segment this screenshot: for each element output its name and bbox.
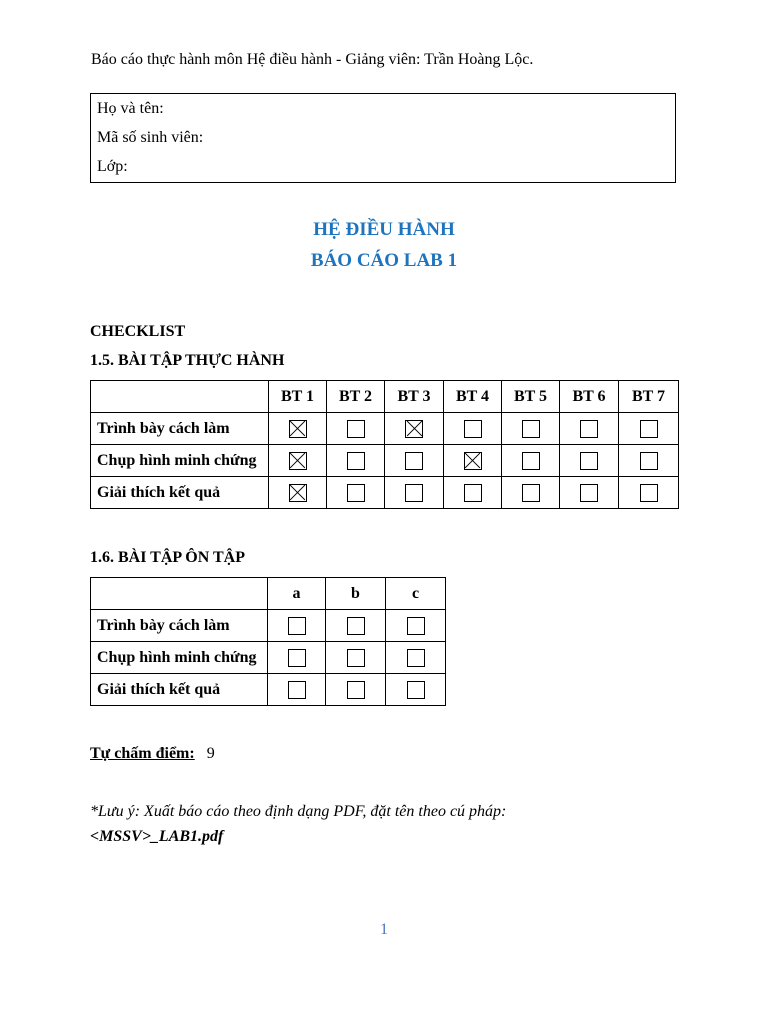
self-score-label: Tự chấm điểm: — [90, 745, 195, 762]
empty-checkbox[interactable] — [407, 649, 425, 667]
column-header: a — [268, 578, 326, 610]
column-header: BT 2 — [327, 381, 385, 413]
column-header: BT 3 — [385, 381, 444, 413]
practice-heading: 1.5. BÀI TẬP THỰC HÀNH — [90, 352, 285, 369]
empty-checkbox[interactable] — [347, 452, 365, 470]
row-label: Chụp hình minh chứng — [91, 642, 268, 674]
checkbox-cell — [502, 445, 560, 477]
self-score-value: 9 — [206, 745, 215, 762]
checkbox-cell — [269, 477, 327, 509]
empty-checkbox[interactable] — [288, 681, 306, 699]
note-text: *Lưu ý: Xuất báo cáo theo định dạng PDF, đặt tên theo cú pháp: — [90, 803, 507, 820]
checkbox-cell — [619, 445, 679, 477]
checkbox-cell — [326, 642, 386, 674]
name-label: Họ và tên: — [97, 100, 164, 117]
checkbox-cell — [619, 413, 679, 445]
checkbox-cell — [269, 413, 327, 445]
empty-checkbox[interactable] — [522, 452, 540, 470]
column-header: BT 6 — [560, 381, 619, 413]
page-number: 1 — [380, 921, 388, 938]
checkbox-cell — [268, 642, 326, 674]
empty-checkbox[interactable] — [288, 649, 306, 667]
empty-checkbox[interactable] — [405, 452, 423, 470]
checked-checkbox[interactable] — [464, 452, 482, 470]
checkbox-cell — [386, 674, 446, 706]
table-row — [91, 610, 446, 642]
row-label: Trình bày cách làm — [91, 610, 268, 642]
checkbox-cell — [268, 610, 326, 642]
table-row — [91, 477, 679, 509]
table-row — [91, 413, 679, 445]
checked-checkbox[interactable] — [289, 420, 307, 438]
empty-checkbox[interactable] — [407, 681, 425, 699]
checkbox-cell — [386, 642, 446, 674]
column-header: BT 4 — [444, 381, 502, 413]
table-header-row — [91, 381, 679, 413]
checkbox-cell — [619, 477, 679, 509]
checklist-heading: CHECKLIST — [90, 323, 186, 340]
checked-checkbox[interactable] — [289, 452, 307, 470]
table-corner-cell — [91, 381, 269, 413]
checkbox-cell — [386, 610, 446, 642]
empty-checkbox[interactable] — [580, 484, 598, 502]
column-header: BT 5 — [502, 381, 560, 413]
student-id-label: Mã số sinh viên: — [97, 129, 204, 146]
empty-checkbox[interactable] — [347, 420, 365, 438]
empty-checkbox[interactable] — [347, 617, 365, 635]
review-checklist-table — [90, 577, 446, 706]
checkbox-cell — [560, 413, 619, 445]
empty-checkbox[interactable] — [580, 420, 598, 438]
report-header: Báo cáo thực hành môn Hệ điều hành - Giảng viên: Trần Hoàng Lộc. — [91, 51, 534, 68]
row-label: Giải thích kết quả — [91, 674, 268, 706]
checkbox-cell — [269, 445, 327, 477]
empty-checkbox[interactable] — [347, 649, 365, 667]
checkbox-cell — [502, 477, 560, 509]
row-label: Giải thích kết quả — [91, 477, 269, 509]
checkbox-cell — [327, 445, 385, 477]
column-header: BT 7 — [619, 381, 679, 413]
checkbox-cell — [385, 413, 444, 445]
student-info-box — [90, 93, 676, 183]
empty-checkbox[interactable] — [347, 681, 365, 699]
report-title: BÁO CÁO LAB 1 — [310, 250, 458, 271]
empty-checkbox[interactable] — [580, 452, 598, 470]
note-filename: <MSSV>_LAB1.pdf — [90, 828, 224, 845]
empty-checkbox[interactable] — [407, 617, 425, 635]
checkbox-cell — [327, 477, 385, 509]
column-header: c — [386, 578, 446, 610]
empty-checkbox[interactable] — [347, 484, 365, 502]
checkbox-cell — [560, 445, 619, 477]
course-title: HỆ ĐIỀU HÀNH — [313, 219, 455, 240]
table-row — [91, 674, 446, 706]
empty-checkbox[interactable] — [288, 617, 306, 635]
checkbox-cell — [444, 445, 502, 477]
checkbox-cell — [326, 674, 386, 706]
column-header: b — [326, 578, 386, 610]
review-heading: 1.6. BÀI TẬP ÔN TẬP — [90, 549, 245, 566]
checkbox-cell — [385, 477, 444, 509]
practice-checklist-table — [90, 380, 679, 509]
checkbox-cell — [502, 413, 560, 445]
empty-checkbox[interactable] — [464, 420, 482, 438]
class-label: Lớp: — [97, 158, 128, 175]
empty-checkbox[interactable] — [405, 484, 423, 502]
row-label: Trình bày cách làm — [91, 413, 269, 445]
checkbox-cell — [560, 477, 619, 509]
empty-checkbox[interactable] — [640, 420, 658, 438]
empty-checkbox[interactable] — [522, 484, 540, 502]
table-header-row — [91, 578, 446, 610]
table-row — [91, 642, 446, 674]
row-label: Chụp hình minh chứng — [91, 445, 269, 477]
checkbox-cell — [326, 610, 386, 642]
checkbox-cell — [268, 674, 326, 706]
column-header: BT 1 — [269, 381, 327, 413]
empty-checkbox[interactable] — [640, 484, 658, 502]
self-score — [90, 743, 215, 765]
checked-checkbox[interactable] — [289, 484, 307, 502]
checkbox-cell — [444, 477, 502, 509]
checkbox-cell — [385, 445, 444, 477]
checked-checkbox[interactable] — [405, 420, 423, 438]
table-row — [91, 445, 679, 477]
checkbox-cell — [444, 413, 502, 445]
empty-checkbox[interactable] — [464, 484, 482, 502]
table-corner-cell — [91, 578, 268, 610]
empty-checkbox[interactable] — [640, 452, 658, 470]
empty-checkbox[interactable] — [522, 420, 540, 438]
checkbox-cell — [327, 413, 385, 445]
